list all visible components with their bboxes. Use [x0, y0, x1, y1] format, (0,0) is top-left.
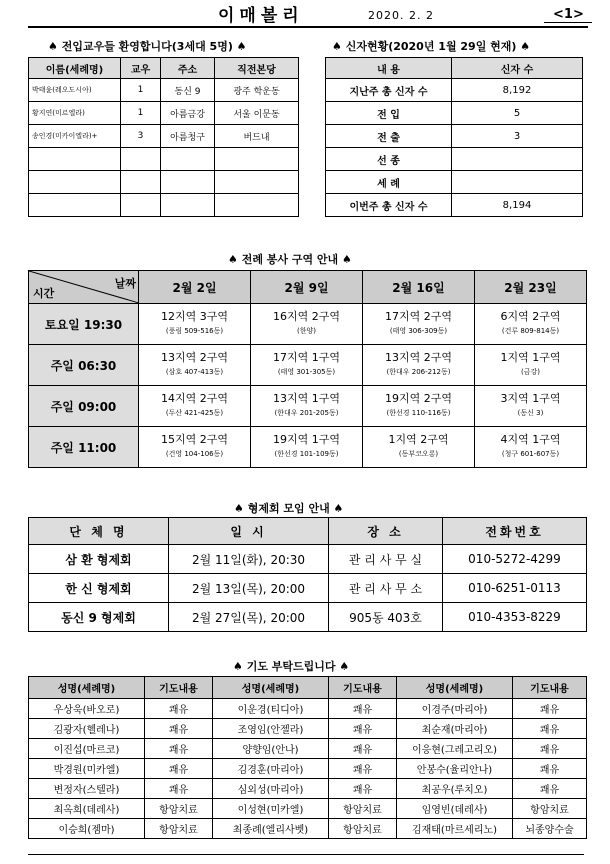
table-row [326, 194, 583, 217]
table-cell: 010-5272-4299 [443, 545, 587, 574]
table-cell: 우상욱(바오로) [29, 699, 145, 719]
table-cell: 심외성(마리아) [213, 779, 329, 799]
service-zone: 6지역 2구역 [500, 310, 561, 323]
service-zone-detail: (청구 601-607동) [501, 450, 560, 458]
table-row [29, 699, 587, 719]
table-cell [215, 171, 299, 194]
table-row [29, 194, 299, 217]
bulletin-header [28, 4, 588, 28]
table-row [29, 819, 587, 839]
table-header-row [29, 271, 587, 304]
service-zone-detail: (한대우 206-212동) [386, 368, 451, 376]
table-cell [29, 171, 121, 194]
table-row [29, 739, 587, 759]
table-cell: 쾌유 [145, 699, 213, 719]
service-cell [251, 304, 363, 345]
page-number: <1> [553, 7, 584, 22]
table-row [326, 125, 583, 148]
table-cell: 이운경(티디아) [213, 699, 329, 719]
time-label: 주일 06:30 [29, 345, 139, 386]
table-cell: 동신 9 형제회 [29, 603, 169, 632]
service-cell [139, 345, 251, 386]
table-cell: 김경훈(마리아) [213, 759, 329, 779]
table-header-row [29, 677, 587, 699]
table-cell: 아름금강 [161, 102, 215, 125]
table-cell: 이진섭(마르코) [29, 739, 145, 759]
stat-value: 5 [452, 102, 583, 125]
col-phone: 전화번호 [443, 518, 587, 545]
service-cell [363, 304, 475, 345]
stat-label: 이번주 총 신자 수 [326, 194, 452, 217]
service-zone-detail: (금강) [521, 368, 540, 376]
table-cell: 이응현(그레고리오) [397, 739, 513, 759]
table-cell: 최옥희(데레사) [29, 799, 145, 819]
table-row [29, 345, 587, 386]
service-zone: 19지역 2구역 [385, 392, 452, 405]
service-zone: 13지역 1구역 [273, 392, 340, 405]
table-header-row [29, 58, 299, 79]
service-zone-detail: (한선경 110-116동) [386, 409, 451, 417]
table-row [29, 603, 587, 632]
date-header: 2월 16일 [363, 271, 475, 304]
stat-label: 전 출 [326, 125, 452, 148]
table-row [29, 386, 587, 427]
service-cell [363, 345, 475, 386]
table-header-row [326, 58, 583, 79]
time-label: 토요일 19:30 [29, 304, 139, 345]
service-cell [251, 345, 363, 386]
table-cell: 2월 13일(목), 20:00 [169, 574, 329, 603]
brotherhood-title: ♠ 형제회 모임 안내 ♠ [234, 502, 344, 515]
time-date-corner [29, 271, 139, 304]
table-cell: 쾌유 [145, 739, 213, 759]
service-zone-detail: (태영 301-305동) [277, 368, 336, 376]
col-address: 주소 [161, 58, 215, 79]
table-row [29, 148, 299, 171]
table-cell: 양향임(안나) [213, 739, 329, 759]
col-prayer: 기도내용 [513, 677, 587, 699]
service-zone: 13지역 2구역 [385, 351, 452, 364]
table-cell [121, 171, 161, 194]
table-cell: 쾌유 [329, 779, 397, 799]
table-cell: 삼 환 형제회 [29, 545, 169, 574]
table-cell: 버드내 [215, 125, 299, 148]
service-cell [363, 427, 475, 468]
table-row [29, 125, 299, 148]
table-cell [121, 148, 161, 171]
table-cell: 쾌유 [145, 759, 213, 779]
date-header: 2월 2일 [139, 271, 251, 304]
table-cell: 3 [121, 125, 161, 148]
service-zone: 12지역 3구역 [161, 310, 228, 323]
table-row [29, 545, 587, 574]
table-cell: 쾌유 [145, 719, 213, 739]
table-row [29, 79, 299, 102]
table-row [326, 79, 583, 102]
table-row [29, 427, 587, 468]
table-cell: 쾌유 [329, 739, 397, 759]
table-cell: 2월 27일(목), 20:00 [169, 603, 329, 632]
col-count: 교우 [121, 58, 161, 79]
table-header-row [29, 518, 587, 545]
service-zone: 17지역 1구역 [273, 351, 340, 364]
table-cell: 최순재(마리아) [397, 719, 513, 739]
service-zone: 3지역 1구역 [500, 392, 561, 405]
table-cell: 최종례(엘리사벳) [213, 819, 329, 839]
table-cell: 변정자(스텔라) [29, 779, 145, 799]
table-cell: 관 리 사 무 소 [329, 574, 443, 603]
service-zone-detail: (한대우 201-205동) [274, 409, 339, 417]
table-cell: 항암치료 [513, 799, 587, 819]
stat-label: 선 종 [326, 148, 452, 171]
brotherhood-table [28, 517, 587, 632]
service-zone: 14지역 2구역 [161, 392, 228, 405]
time-label: 주일 09:00 [29, 386, 139, 427]
table-row [29, 171, 299, 194]
service-cell [475, 427, 587, 468]
service-zone: 13지역 2구역 [161, 351, 228, 364]
service-table [28, 270, 587, 468]
table-cell: 쾌유 [513, 739, 587, 759]
table-cell: 1 [121, 79, 161, 102]
service-cell [251, 386, 363, 427]
table-cell: 010-6251-0113 [443, 574, 587, 603]
service-zone-detail: (태영 306-309동) [389, 327, 448, 335]
service-zone: 1지역 2구역 [388, 433, 449, 446]
table-cell [161, 171, 215, 194]
table-cell: 이경주(마리아) [397, 699, 513, 719]
date-header: 2월 9일 [251, 271, 363, 304]
table-cell: 관 리 사 무 실 [329, 545, 443, 574]
table-cell: 광주 학운동 [215, 79, 299, 102]
stat-label: 지난주 총 신자 수 [326, 79, 452, 102]
table-cell: 박태윤(레오도시아) [29, 79, 121, 102]
service-zone-detail: (동부코오롱) [398, 450, 439, 458]
believers-table [325, 57, 583, 217]
table-cell [121, 194, 161, 217]
table-cell [215, 148, 299, 171]
table-cell: 이성현(미카엘) [213, 799, 329, 819]
service-zone: 19지역 1구역 [273, 433, 340, 446]
table-cell: 아름청구 [161, 125, 215, 148]
table-cell: 임영빈(데레사) [397, 799, 513, 819]
table-cell: 쾌유 [329, 759, 397, 779]
welcome-table [28, 57, 299, 217]
prayer-table [28, 676, 587, 839]
table-cell: 최공우(루치오) [397, 779, 513, 799]
table-row [29, 779, 587, 799]
corner-date-label: 날짜 [114, 277, 136, 290]
stat-value [452, 148, 583, 171]
bulletin-title: 이매볼리 [218, 6, 304, 26]
table-cell: 항암치료 [329, 799, 397, 819]
service-zone-detail: (풍림 509-516동) [165, 327, 224, 335]
service-zone: 1지역 1구역 [500, 351, 561, 364]
table-cell: 항암치료 [145, 799, 213, 819]
table-cell: 조영임(안젤라) [213, 719, 329, 739]
table-cell: 안봉수(율리안나) [397, 759, 513, 779]
table-cell [29, 194, 121, 217]
table-cell: 동신 9 [161, 79, 215, 102]
col-place: 장 소 [329, 518, 443, 545]
service-zone-detail: (동신 3) [517, 409, 544, 417]
col-person: 성명(세례명) [29, 677, 145, 699]
table-cell: 김재태(마르세리노) [397, 819, 513, 839]
col-prayer: 기도내용 [329, 677, 397, 699]
table-cell: 쾌유 [145, 779, 213, 799]
table-row [29, 799, 587, 819]
table-cell: 905동 403호 [329, 603, 443, 632]
table-cell: 쾌유 [329, 719, 397, 739]
service-zone: 4지역 1구역 [500, 433, 561, 446]
col-prayer: 기도내용 [145, 677, 213, 699]
table-cell: 항암치료 [145, 819, 213, 839]
service-zone: 15지역 2구역 [161, 433, 228, 446]
service-cell [139, 304, 251, 345]
table-row [326, 148, 583, 171]
service-zone-detail: (한양) [297, 327, 316, 335]
time-label: 주일 11:00 [29, 427, 139, 468]
table-cell: 김광자(헬레나) [29, 719, 145, 739]
prayer-title: ♠ 기도 부탁드립니다 ♠ [233, 660, 350, 673]
service-zone-detail: (한선경 101-109동) [274, 450, 339, 458]
col-believer-count: 신자 수 [452, 58, 583, 79]
service-title: ♠ 전례 봉사 구역 안내 ♠ [228, 253, 352, 266]
col-name: 이름(세례명) [29, 58, 121, 79]
service-cell [251, 427, 363, 468]
service-zone: 17지역 2구역 [385, 310, 452, 323]
table-cell: 010-4353-8229 [443, 603, 587, 632]
table-cell: 한 신 형제회 [29, 574, 169, 603]
footer-rule [28, 854, 584, 855]
table-row [29, 759, 587, 779]
table-row [29, 574, 587, 603]
stat-value: 8,192 [452, 79, 583, 102]
table-cell: 이승희(젬마) [29, 819, 145, 839]
table-cell: 쾌유 [513, 699, 587, 719]
table-cell [215, 194, 299, 217]
service-cell [475, 304, 587, 345]
bulletin-date: 2020. 2. 2 [368, 9, 434, 22]
table-cell: 쾌유 [513, 779, 587, 799]
table-cell: 황지연(미르엘라) [29, 102, 121, 125]
table-row [29, 719, 587, 739]
table-cell: 2월 11일(화), 20:30 [169, 545, 329, 574]
table-cell [161, 148, 215, 171]
stat-label: 전 입 [326, 102, 452, 125]
service-cell [475, 386, 587, 427]
table-cell: 항암치료 [329, 819, 397, 839]
page-underline [544, 22, 592, 23]
welcome-title: ♠ 전입교우들 환영합니다(3세대 5명) ♠ [48, 40, 247, 53]
corner-time-label: 시간 [33, 287, 55, 300]
col-datetime: 일 시 [169, 518, 329, 545]
service-zone: 16지역 2구역 [273, 310, 340, 323]
table-cell: 송인경(미카이엘라)+ [29, 125, 121, 148]
table-cell: 쾌유 [513, 719, 587, 739]
service-cell [139, 386, 251, 427]
service-zone-detail: (두산 421-425동) [165, 409, 224, 417]
table-row [29, 304, 587, 345]
table-row [326, 102, 583, 125]
table-cell: 쾌유 [329, 699, 397, 719]
col-content: 내 용 [326, 58, 452, 79]
col-group: 단 체 명 [29, 518, 169, 545]
date-header: 2월 23일 [475, 271, 587, 304]
service-zone-detail: (건루 809-814동) [501, 327, 560, 335]
service-cell [363, 386, 475, 427]
table-cell [29, 148, 121, 171]
col-person: 성명(세례명) [397, 677, 513, 699]
table-row [29, 102, 299, 125]
service-cell [139, 427, 251, 468]
table-cell: 서울 이문동 [215, 102, 299, 125]
stat-value: 8,194 [452, 194, 583, 217]
table-cell: 1 [121, 102, 161, 125]
col-person: 성명(세례명) [213, 677, 329, 699]
table-row [326, 171, 583, 194]
table-cell: 박경원(미카엘) [29, 759, 145, 779]
service-cell [475, 345, 587, 386]
table-cell [161, 194, 215, 217]
service-zone-detail: (삼호 407-413동) [165, 368, 224, 376]
believers-title: ♠ 신자현황(2020년 1월 29일 현재) ♠ [332, 40, 531, 53]
stat-value: 3 [452, 125, 583, 148]
service-zone-detail: (건영 104-106동) [165, 450, 224, 458]
table-cell: 쾌유 [513, 759, 587, 779]
stat-label: 세 례 [326, 171, 452, 194]
stat-value [452, 171, 583, 194]
col-prev-parish: 직전본당 [215, 58, 299, 79]
table-cell: 뇌종양수술 [513, 819, 587, 839]
